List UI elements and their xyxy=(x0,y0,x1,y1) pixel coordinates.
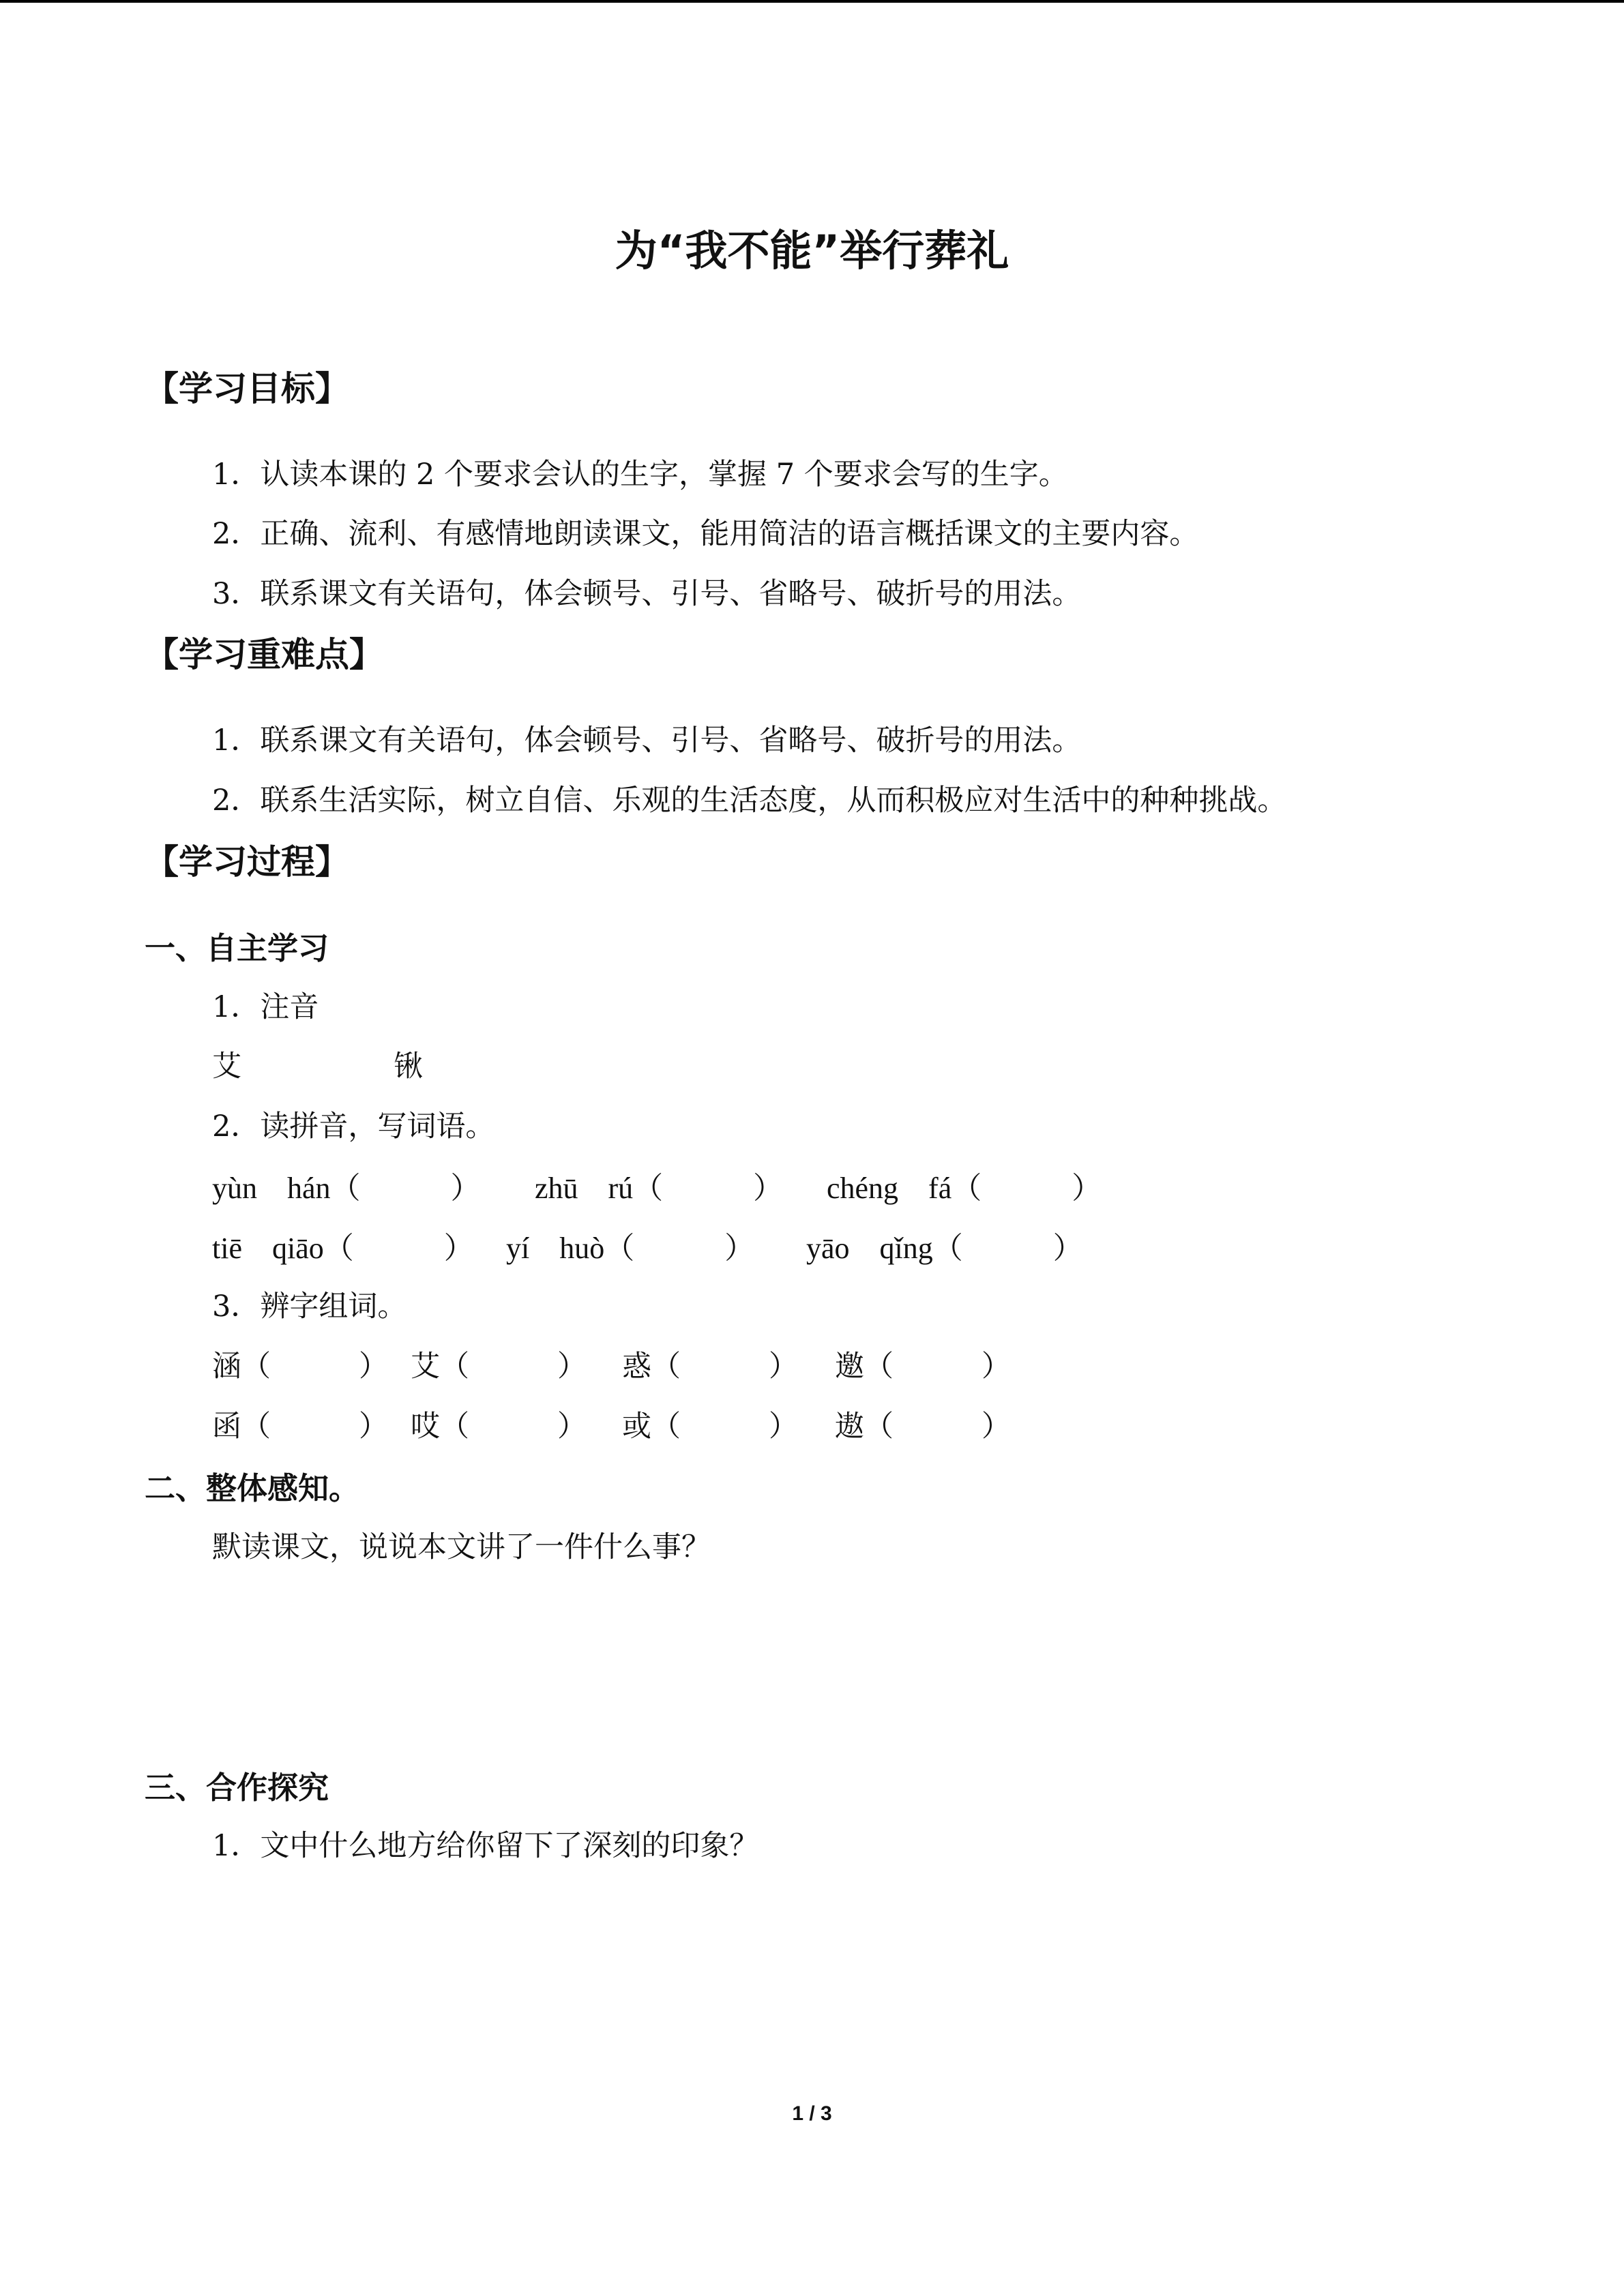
top-border xyxy=(0,0,1624,3)
page-title: 为“我不能”举行葬礼 xyxy=(615,226,1009,275)
part1-q3: 3．辨字组词。 xyxy=(212,1289,407,1324)
pinyin-char-2: 锹 xyxy=(394,1049,423,1084)
part1-q2: 2．读拼音，写词语。 xyxy=(212,1109,495,1144)
page-number: 1 / 3 xyxy=(792,2102,832,2125)
goal-item-3: 3．联系课文有关语句，体会顿号、引号、省略号、破折号的用法。 xyxy=(212,577,1082,611)
section-heading-process: 【学习过程】 xyxy=(145,842,349,882)
char-item-8: 遨（ ） xyxy=(835,1410,1011,1444)
pinyin-item-5: yí huò（ ） xyxy=(506,1232,755,1265)
pinyin-item-4: tiē qiāo（ ） xyxy=(212,1232,474,1265)
char-item-6: 哎（ ） xyxy=(411,1410,587,1444)
char-item-5: 函（ ） xyxy=(212,1410,388,1444)
part1-q1: 1．注音 xyxy=(212,990,319,1024)
section-heading-key-points: 【学习重难点】 xyxy=(145,635,383,674)
part3-q1: 1．文中什么地方给你留下了深刻的印象？ xyxy=(212,1829,759,1863)
char-item-2: 艾（ ） xyxy=(411,1350,587,1384)
goal-item-1: 1．认读本课的 2 个要求会认的生字，掌握 7 个要求会写的生字。 xyxy=(212,458,1068,492)
part2-prompt: 默读课文，说说本文讲了一件什么事？ xyxy=(212,1530,711,1564)
goal-item-2: 2．正确、流利、有感情地朗读课文，能用简洁的语言概括课文的主要内容。 xyxy=(212,517,1199,551)
pinyin-item-2: zhū rú（ ） xyxy=(535,1172,784,1205)
part1-heading: 一、自主学习 xyxy=(145,930,329,966)
key-point-item-1: 1．联系课文有关语句，体会顿号、引号、省略号、破折号的用法。 xyxy=(212,724,1082,758)
char-item-4: 邀（ ） xyxy=(835,1350,1011,1384)
section-heading-goals: 【学习目标】 xyxy=(145,369,349,408)
pinyin-item-1: yùn hán（ ） xyxy=(212,1172,481,1205)
char-item-3: 惑（ ） xyxy=(622,1350,798,1384)
char-item-1: 涵（ ） xyxy=(212,1350,388,1384)
part3-heading: 三、合作探究 xyxy=(145,1770,329,1806)
part2-heading: 二、整体感知。 xyxy=(145,1470,360,1506)
key-point-item-2: 2．联系生活实际，树立自信、乐观的生活态度，从而积极应对生活中的种种挑战。 xyxy=(212,784,1287,818)
char-item-7: 或（ ） xyxy=(622,1410,798,1444)
pinyin-item-6: yāo qǐng（ ） xyxy=(806,1232,1083,1265)
pinyin-item-3: chéng fá（ ） xyxy=(827,1172,1102,1205)
pinyin-char-1: 艾 xyxy=(212,1049,241,1084)
